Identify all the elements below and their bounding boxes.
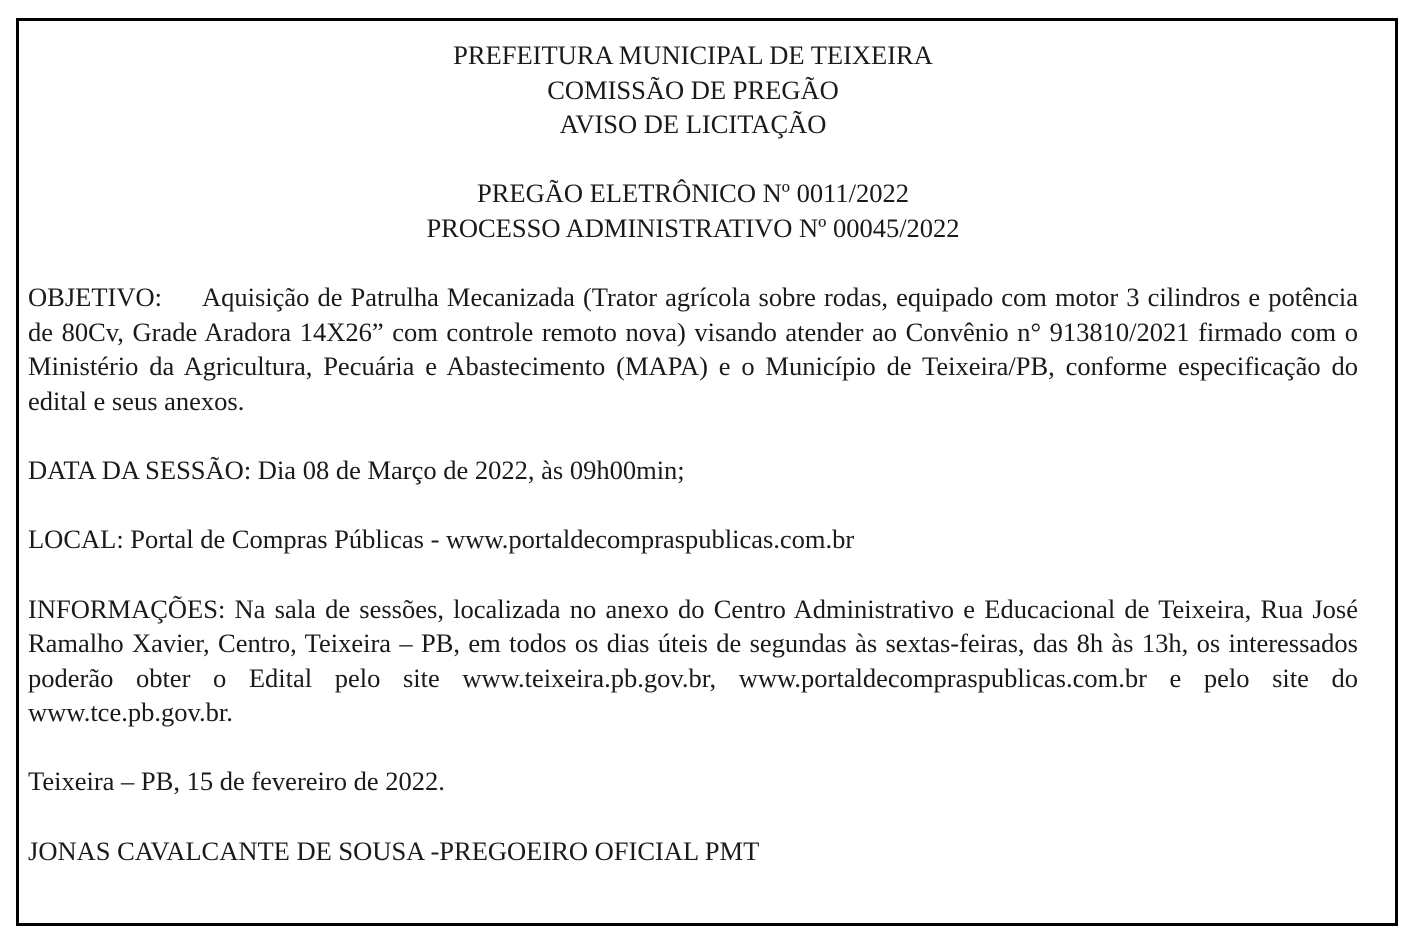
spacer	[28, 419, 1358, 454]
notice-content	[28, 38, 1358, 868]
header-comissao: COMISSÃO DE PREGÃO	[547, 74, 839, 105]
local-line: LOCAL: Portal de Compras Públicas - www.portaldecompraspublicas.com.br	[28, 524, 855, 555]
spacer	[28, 488, 1358, 523]
spacer	[28, 730, 1358, 765]
data-sessao: DATA DA SESSÃO: Dia 08 de Março de 2022, às 09h00min;	[28, 455, 685, 486]
objetivo-label: OBJETIVO:	[28, 282, 162, 313]
pregao-number: PREGÃO ELETRÔNICO Nº 0011/2022	[477, 178, 909, 209]
header-prefeitura: PREFEITURA MUNICIPAL DE TEIXEIRA	[453, 40, 933, 70]
spacer	[28, 246, 1358, 281]
informacoes-paragraph: INFORMAÇÕES: Na sala de sessões, localizada no anexo do Centro Administrativo e Educacional de Teixeira, Rua José Ramalho Xavier, Centro, Teixeira – PB, em todos os dias úteis de segundas às sextas-feiras, das 8h às 13h, os interessados poderão obter o Edital pelo site www.teixeira.pb.gov.br, www.portaldecompraspublicas.com.br e pelo site do www.tce.pb.gov.br.	[28, 593, 1358, 728]
header-aviso: AVISO DE LICITAÇÃO	[559, 109, 827, 140]
objetivo-text: Aquisição de Patrulha Mecanizada (Trator agrícola sobre rodas, equipado com motor 3 cilindros e potência de 80Cv, Grade Aradora 14X26” com controle remoto nova) visando atender ao Convênio n° 913810/2021 firmado com o Ministério da Agricultura, Pecuária e Abastecimento (MAPA) e o Município de Teixeira/PB, conforme especificação do edital e seus anexos.	[28, 282, 1358, 416]
spacer	[28, 557, 1358, 592]
objetivo-paragraph	[28, 280, 1358, 418]
signature: JONAS CAVALCANTE DE SOUSA -PREGOEIRO OFICIAL PMT	[28, 835, 760, 866]
spacer	[28, 142, 1358, 177]
spacer	[28, 799, 1358, 834]
processo-number: PROCESSO ADMINISTRATIVO Nº 00045/2022	[426, 212, 960, 243]
place-date: Teixeira – PB, 15 de fevereiro de 2022.	[28, 766, 445, 797]
